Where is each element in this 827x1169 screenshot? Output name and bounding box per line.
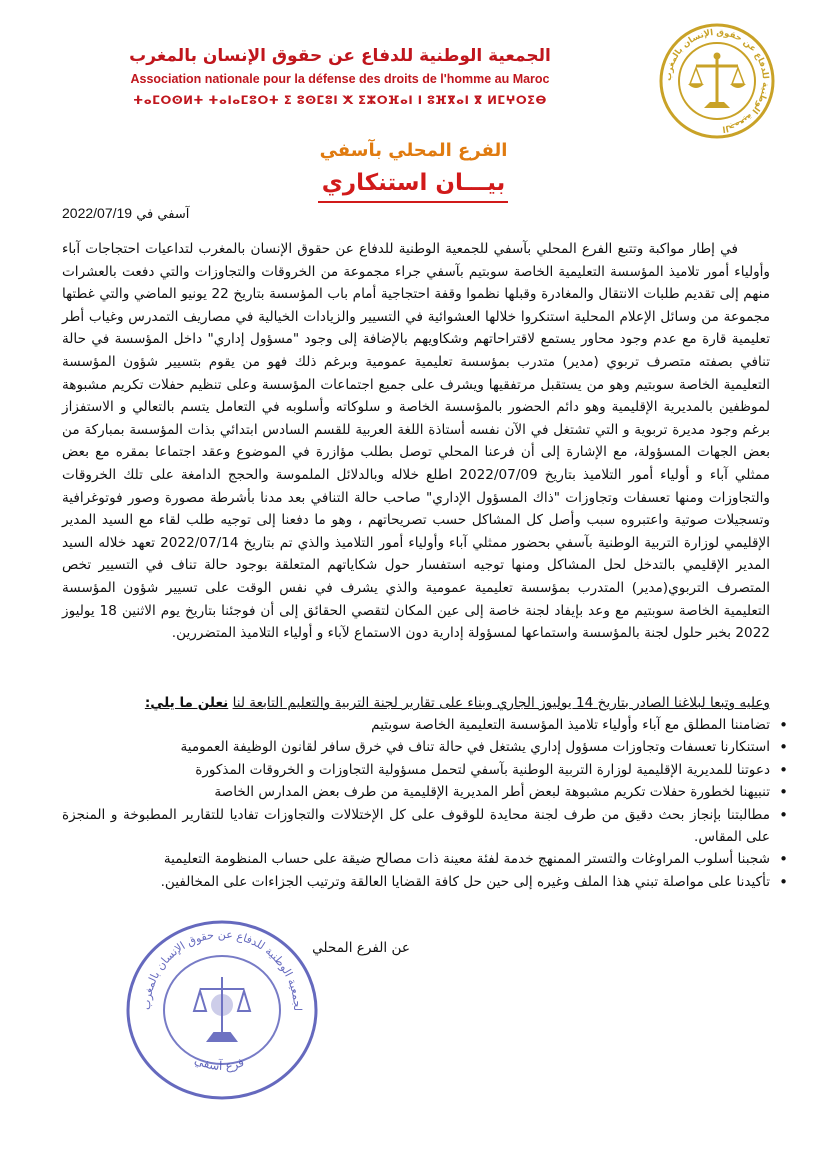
statement-title: بيـــان استنكاري — [321, 170, 506, 196]
intro-paragraph: في إطار مواكبة وتتبع الفرع المحلي بآسفي للجمعية الوطنية للدفاع عن حقوق الإنسان بالمغرب لتداعيات احتجاجات آباء وأولياء أمور تلاميذ المؤسسة التعليمية الخاصة سوبتيم بآسفي جراء مجموعة من الخروقات والتجاوزات والتي دفعت بالعشرات منهم إلى تقديم طلبات الانتقال والمغادرة وقبلها نظموا وقفة احتجاجية أمام باب المؤسسة بتاريخ 22 يونيو الماضي والتي غطتها مجموعة من وسائل الإعلام المحلية استنكروا خلالها العشوائية في التسيير والزيادات الخيالية في مصاريف التمدرس وغياب أطر تعليمية قارة مع عدم وجود محاور يستمع لاقتراحاتهم وشكاويهم بالإضافة إلى وجود "مسؤول إداري" داخل المؤسسة في حالة تنافي بصفته متصرف تربوي (مدير) متدرب بمؤسسة تعليمية عمومية وبرغم ذلك فهو من يقوم بتسيير شؤون المؤسسة التعليمية الخاصة سوبتيم وهو من يستقبل مرتفقيها ويشرف على جميع اجتماعات المؤسسة وعلى تنظيم حفلات تكريم مشبوهة لموظفين بالمديرية الإقليمية وهو دائم الحضور بالمؤسسة الخاصة و سلوكاته وأسلوبه في التعامل يتسم بالتعالي و الاستفزاز برغم وجود مديرة تربوية و التي تشتغل في الآن نفسه أستاذة اللغة العربية للقسم السادس ابتدائي بذات المؤسسة بمباركة من بعض الجهات المسؤولة، مع الإشارة إلى أن فرعنا المحلي توصل بطلب مؤازرة في الموضوع وعقد اجتماعا بمقره مع بعض ممثلي آباء و أولياء أمور التلاميذ بتاريخ 2022/07/09 اطلع خلاله وبالدلائل الملموسة والحجج الدامغة على تلك الخروقات والتجاوزات ومنها تعسفات وتجاوزات "ذاك المسؤول الإداري" صاحب حالة التنافي بعد مدنا بأشرطة مصورة وصور فوتوغرافية وتسجيلات صوتية واعتبروه سبب وأصل كل المشاكل حسب تصريحاتهم ، وهو ما دفعنا إلى توجيه طلب لقاء مع السيد المدير الإقليمي لوزارة التربية الوطنية بآسفي بحضور ممثلي آباء وأولياء أمور التلاميذ والذي تم بتاريخ 2022/07/14 تعهد خلاله السيد المدير الإقليمي بالتدخل لحل المشاكل ومنها توجيه استفسار حول شكاياتهم المتعلقة بوجود حالة تناف في التسيير تخص المتصرف التربوي(مدير) المتدرب بمؤسسة تعليمية عمومية والذي يشرف في نفس الوقت على تسيير شؤون المؤسسة التعليمية الخاصة سوبتيم مع وعد بإيفاد لجنة خاصة إلى عين المكان لتقصي الحقائق إلى أن فوجئنا بتاريخ يوم الاثنين 18 يوليوز 2022 بخبر حلول لجنة بالمؤسسة واستماعها لمسؤولة إدارية دون الاستماع لآباء و أولياء التلاميذ المتضررين. — [62, 241, 770, 642]
list-item: • استنكارنا تعسفات وتجاوزات مسؤول إداري يشتغل في حالة تناف في خرق سافر لقانون الوظيفة العمومية — [62, 736, 770, 758]
list-item: • شجبنا أسلوب المراوغات والتستر الممنهج خدمة لفئة معينة ذات مصالح ضيقة على حساب المنظومة التعليمية — [62, 848, 770, 870]
list-item: • تضامننا المطلق مع آباء وأولياء تلاميذ المؤسسة التعليمية الخاصة سوبتيم — [62, 714, 770, 736]
signature-line: عن الفرع المحلي — [312, 940, 410, 956]
date-value: 2022/07/19 — [62, 205, 133, 221]
stamp-bottom-text: فرع آسفي — [192, 1052, 246, 1074]
list-item: • دعوتنا للمديرية الإقليمية لوزارة التربية الوطنية بآسفي لتحمل مسؤولية التجاوزات و الخروقات المذكورة — [62, 759, 770, 781]
demands-list — [62, 714, 792, 893]
conclusion-announce: نعلن ما يلي: — [144, 695, 229, 711]
org-name-arabic: الجمعية الوطنية للدفاع عن حقوق الإنسان بالمغرب — [129, 46, 551, 66]
branch-name: الفرع المحلي بآسفي — [319, 140, 508, 161]
list-item: • مطالبتنا بإنجاز بحث دقيق من طرف لجنة محايدة للوقوف على كل الإختلالات والتجاوزات تفاديا للتقارير المطبوخة و المنجزة على المقاس. — [62, 804, 770, 849]
svg-text:فرع آسفي — [193, 1053, 246, 1073]
org-name-french: Association nationale pour la défense des droits de l'homme au Maroc — [130, 72, 550, 86]
scales-of-justice-emblem-icon — [658, 22, 776, 140]
stamp-ring-text: لجمعية الوطنية للدفاع عن حقوق الإنسان بالمغرب — [139, 927, 305, 1012]
conclusion-line — [62, 692, 770, 714]
circular-association-stamp-icon — [120, 915, 325, 1105]
conclusion-lead: وعليه وتبعا لبلاغنا الصادر بتاريخ 14 يوليوز الجاري وبناء على تقارير لجنة التربية والتعليم التابعة لنا — [232, 695, 770, 711]
org-name-tifinagh: ⵜⴰⵎⵔⵙⵍⵜ ⵜⴰⵏⴰⵎⵓⵔⵜ ⵉ ⵓⵙⵎⵓⵏ ⵅ ⵉⵣⵔⴼⴰⵏ ⵏ ⵓⴼⴳⴰⵏ ⴳ ⵍⵎⵖⵔⵉⴱ — [133, 93, 547, 107]
svg-text:الجمعية الوطنية للدفاع عن حقوق — [120, 915, 304, 1011]
date-prefix: آسفي في — [136, 207, 190, 222]
list-item: • تنبيهنا لخطورة حفلات تكريم مشبوهة لبعض أطر المديرية الإقليمية من طرف بعض المدارس الخاصة — [62, 781, 770, 803]
statement-body — [62, 238, 770, 645]
title-underline — [318, 201, 508, 203]
list-item: • تأكيدنا على مواصلة تبني هذا الملف وغيره إلى حين حل كافة القضايا العالقة وترتيب الجزاءات على المخالفين. — [62, 871, 770, 893]
document-date — [62, 205, 242, 222]
logo-ring-text: الجمعية الوطنية للدفاع عن حقوق الإنسان بالمغرب — [663, 27, 771, 134]
